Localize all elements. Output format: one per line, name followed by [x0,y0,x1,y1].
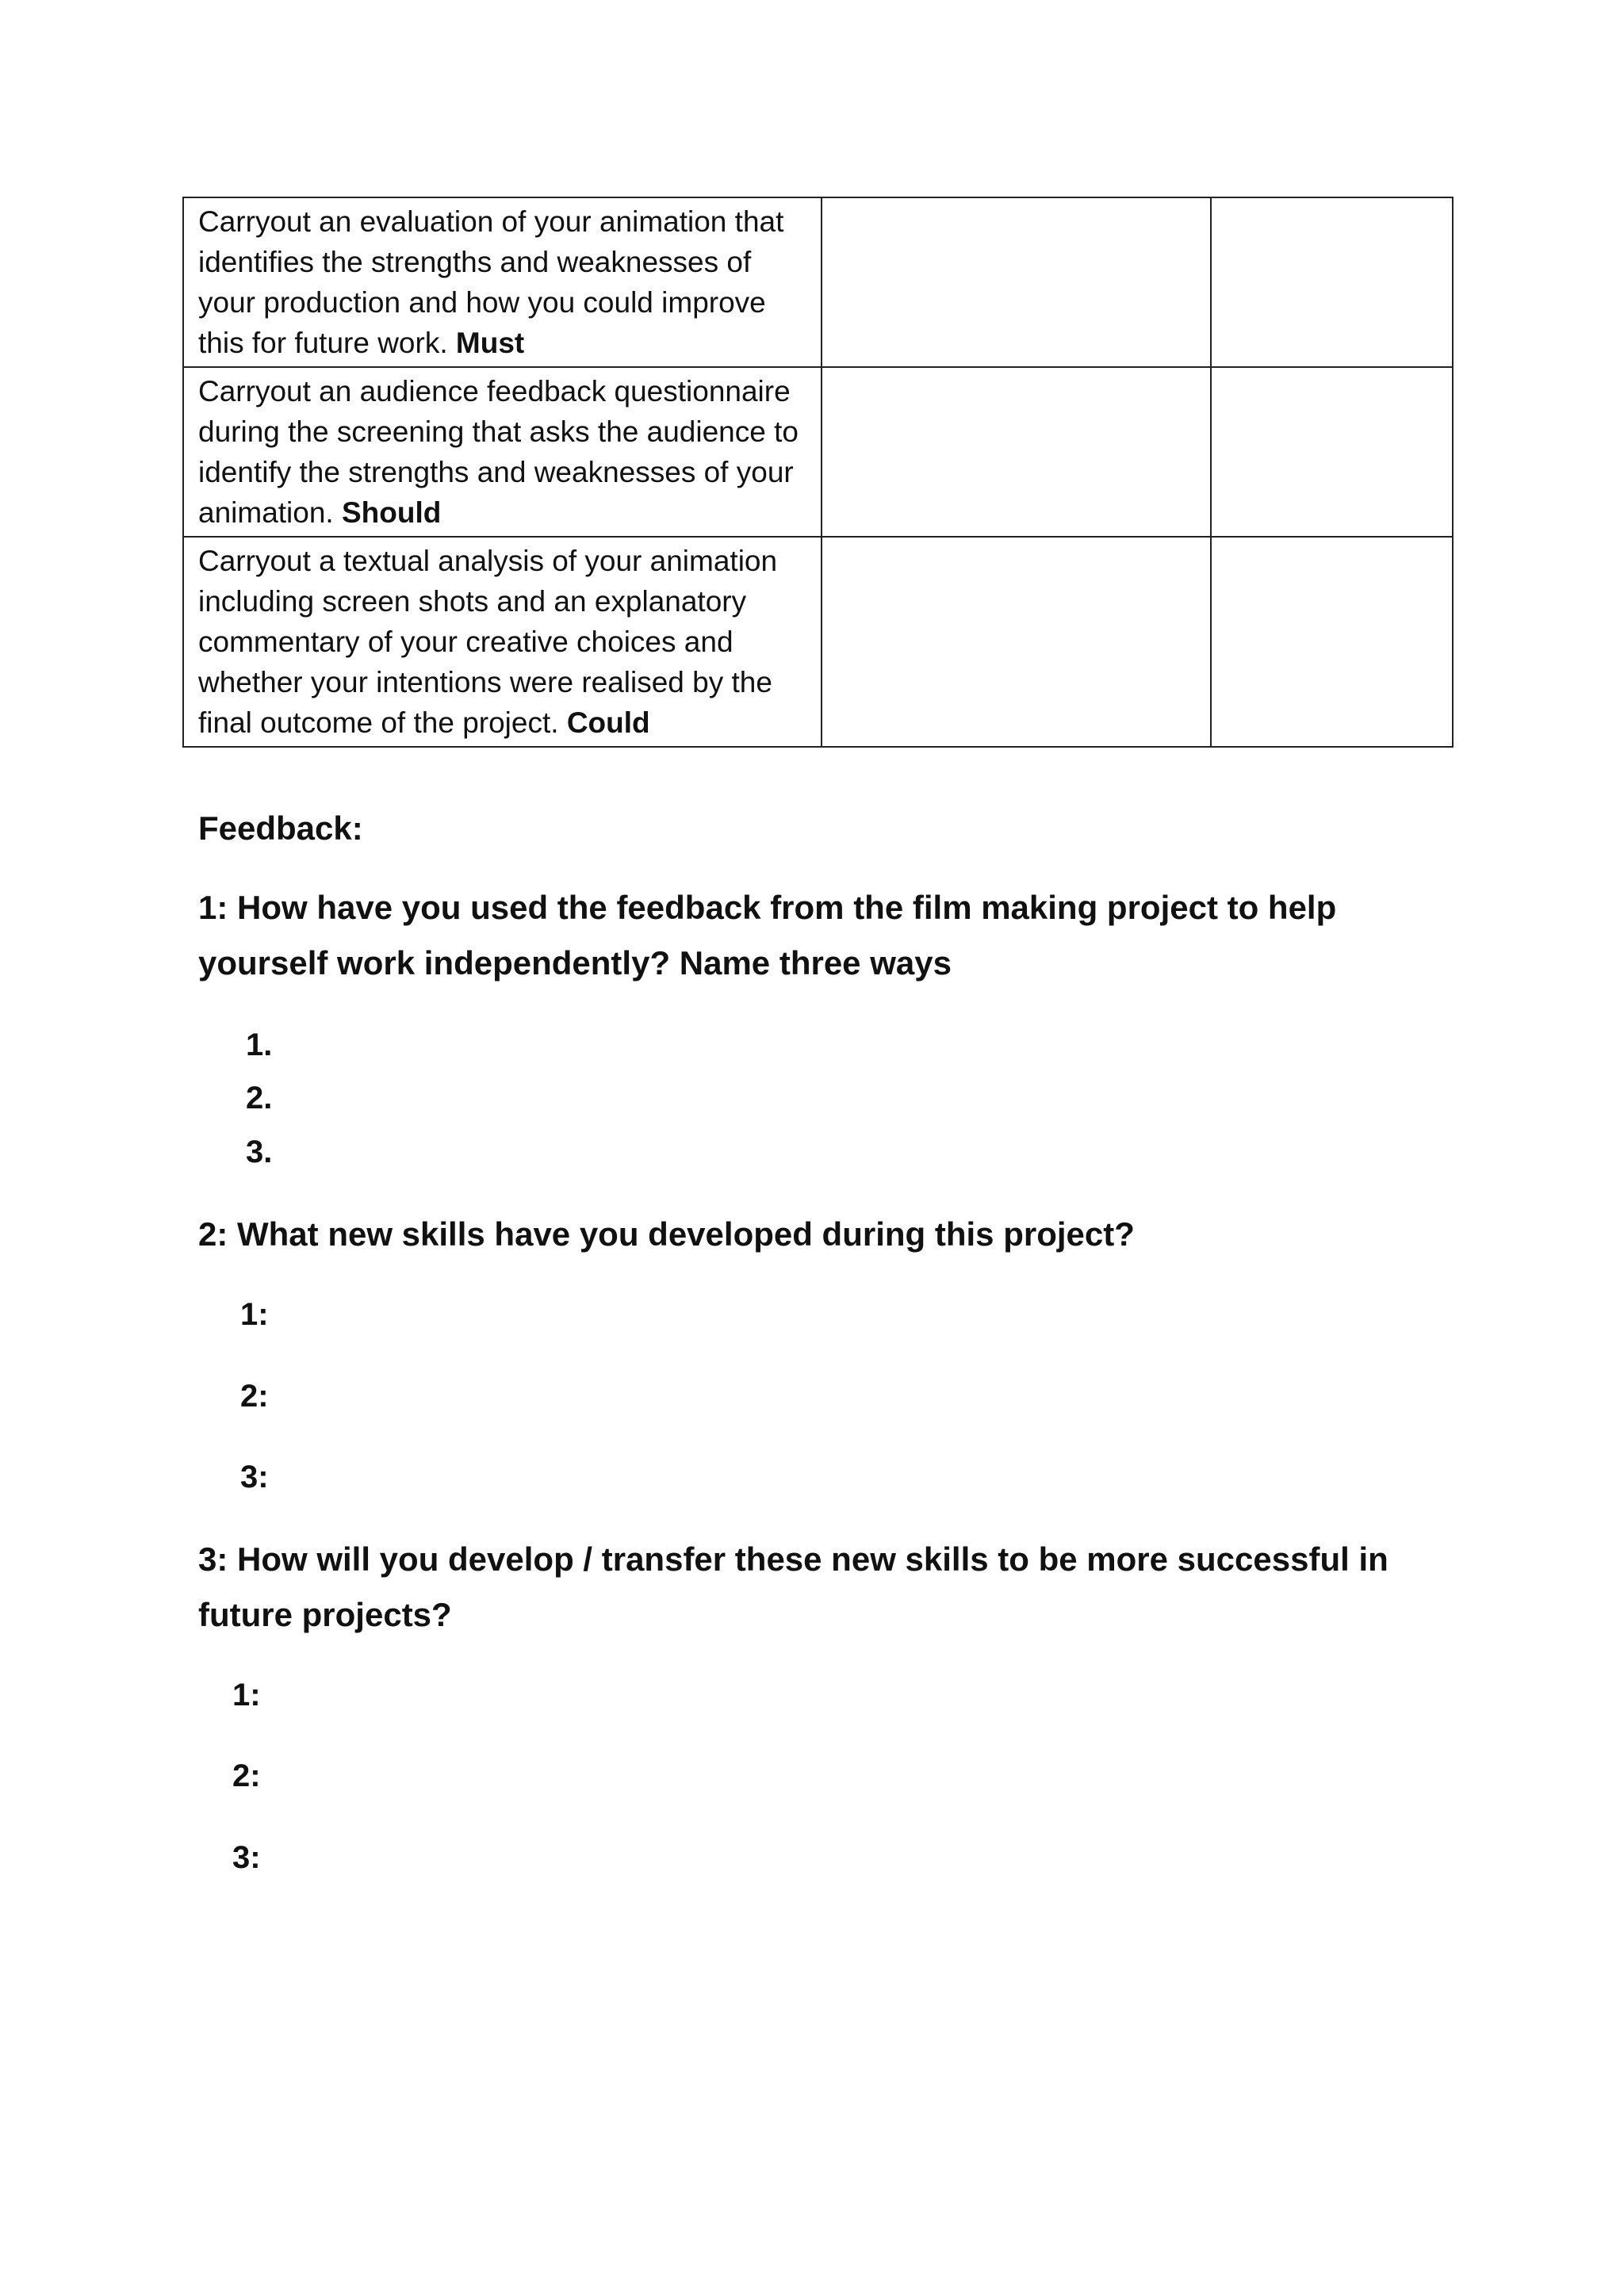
response-cell[interactable] [822,537,1211,747]
q2-answer-2[interactable]: 2: [240,1379,269,1414]
criteria-level: Should [342,496,442,529]
feedback-heading: Feedback: [198,809,363,847]
criteria-text: Carryout an evaluation of your animation that identifies the strengths and weaknesses of your production and how you could improve this for future work. [198,205,784,359]
criteria-text: Carryout an audience feedback questionnaire during the screening that asks the audience to identify the strengths and weaknesses of your animation. [198,375,799,529]
question-1: 1: How have you used the feedback from the film making project to help yourself work independently? Name three ways [198,889,1337,982]
criteria-cell [183,197,822,367]
table-row [183,197,1453,367]
criteria-cell [183,537,822,747]
table-row [183,537,1453,747]
mark-cell[interactable] [1211,537,1453,747]
q3-answer-2[interactable]: 2: [232,1758,261,1793]
table-row [183,367,1453,537]
q3-answer-3[interactable]: 3: [232,1840,261,1875]
question-3: 3: How will you develop / transfer these new skills to be more successful in future projects? [198,1540,1388,1633]
response-cell[interactable] [822,197,1211,367]
q1-answer-3[interactable]: 3. [246,1135,273,1169]
criteria-text: Carryout a textual analysis of your animation including screen shots and an explanatory commentary of your creative choices and whether your intentions were realised by the final outcome of the project. [198,545,778,739]
q2-answer-1[interactable]: 1: [240,1297,269,1332]
criteria-level: Could [566,706,650,739]
criteria-table [182,197,1454,748]
q2-answer-3[interactable]: 3: [240,1460,269,1494]
criteria-cell [183,367,822,537]
q3-answer-1[interactable]: 1: [232,1678,261,1712]
question-2: 2: What new skills have you developed during this project? [198,1215,1135,1253]
mark-cell[interactable] [1211,197,1453,367]
criteria-level: Must [455,327,525,359]
q1-answer-1[interactable]: 1. [246,1027,273,1062]
q1-answer-2[interactable]: 2. [246,1081,273,1115]
response-cell[interactable] [822,367,1211,537]
mark-cell[interactable] [1211,367,1453,537]
